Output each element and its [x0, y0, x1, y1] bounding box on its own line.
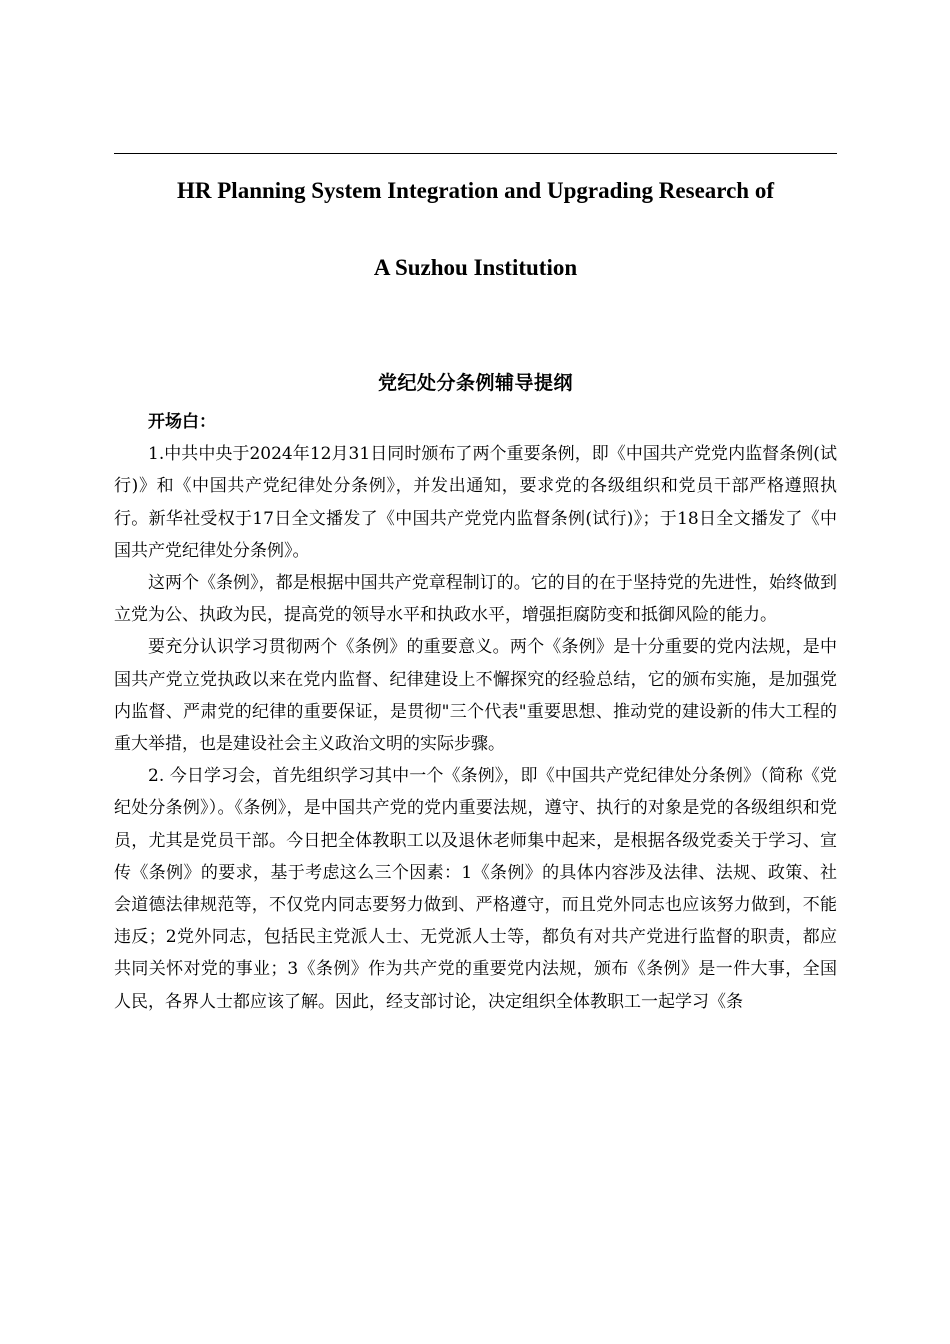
- english-title-line-1: HR Planning System Integration and Upgrading Research of: [177, 178, 774, 203]
- paragraph: 要充分认识学习贯彻两个《条例》的重要意义。两个《条例》是十分重要的党内法规，是中国共产党立党执政以来在党内监督、纪律建设上不懈探究的经验总结，它的颁布实施，是加强党内监督、严肃党的纪律的重要保证，是贯彻"三个代表"重要思想、推动党的建设新的伟大工程的重大举措，也是建设社会主义政治文明的实际步骤。: [114, 637, 837, 755]
- header-rule: [114, 153, 837, 154]
- paragraph: 1.中共中央于2024年12月31日同时颁布了两个重要条例，即《中国共产党党内监督条例(试行)》和《中国共产党纪律处分条例》，并发出通知，要求党的各级组织和党员干部严格遵照执行。新华社受权于17日全文播发了《中国共产党党内监督条例(试行)》；于18日全文播发了《中国共产党纪律处分条例》。: [114, 444, 837, 561]
- document-body: [114, 406, 837, 1018]
- paragraph: 2. 今日学习会，首先组织学习其中一个《条例》，即《中国共产党纪律处分条例》（简称《党纪处分条例》）。《条例》，是中国共产党的党内重要法规，遵守、执行的对象是党的各级组织和党员，尤其是党员干部。今日把全体教职工以及退休老师集中起来，是根据各级党委关于学习、宣传《条例》的要求，基于考虑这么三个因素：1《条例》的具体内容涉及法律、法规、政策、社会道德法律规范等，不仅党内同志要努力做到、严格遵守，而且党外同志也应该努力做到，不能违反；2党外同志，包括民主党派人士、无党派人士等，都负有对共产党进行监督的职责，都应共同关怀对党的事业；3《条例》作为共产党的重要党内法规，颁布《条例》是一件大事，全国人民，各界人士都应该了解。因此，经支部讨论，决定组织全体教职工一起学习《条: [114, 766, 837, 1012]
- paragraph: 这两个《条例》，都是根据中国共产党章程制订的。它的目的在于坚持党的先进性，始终做到立党为公、执政为民，提高党的领导水平和执政水平，增强拒腐防变和抵御风险的能力。: [114, 573, 837, 626]
- document-title: 党纪处分条例辅导提纲: [377, 372, 573, 394]
- english-title-line-2: A Suzhou Institution: [373, 255, 578, 280]
- opening-label: 开场白：: [148, 412, 216, 432]
